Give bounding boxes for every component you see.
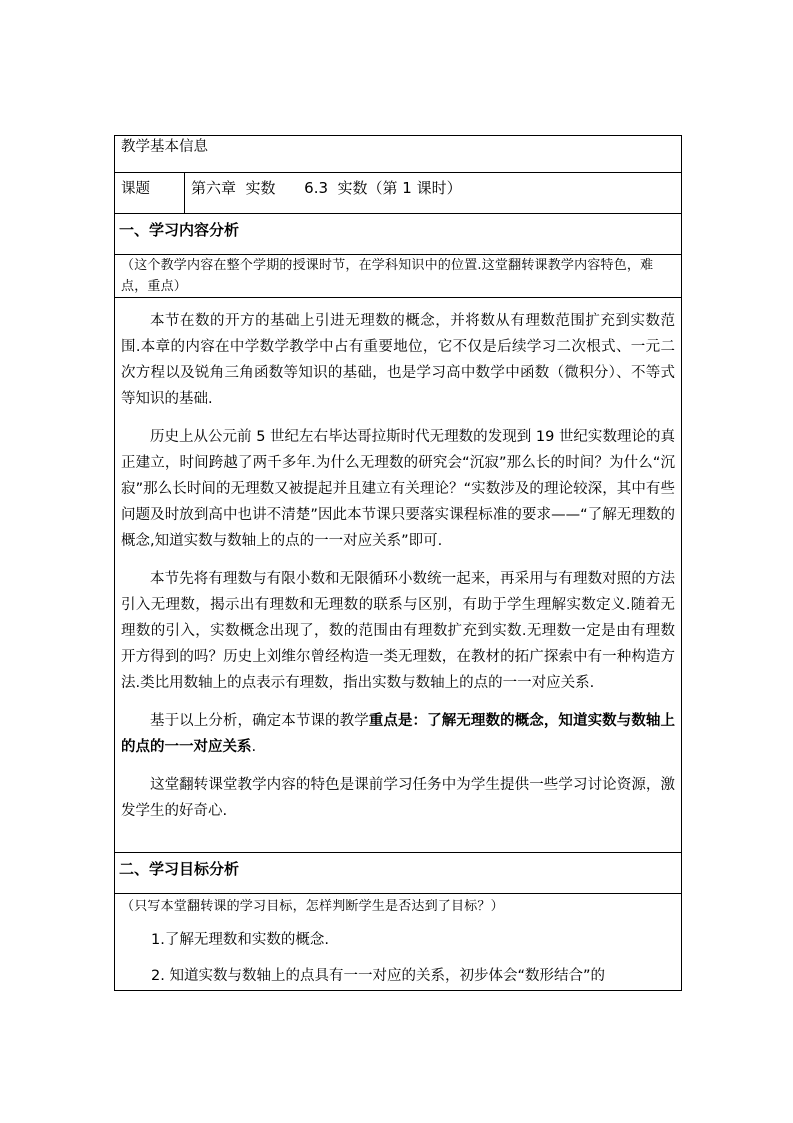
basic-info-cell: [115, 136, 682, 173]
topic-value-cell: [185, 173, 682, 214]
section1-hint-cell: [115, 255, 682, 298]
lesson-plan-table: [114, 135, 682, 991]
section1-hint: （这个教学内容在整个学期的授课时节，在学科知识中的位置.这堂翻转课教学内容特色，难点，重点）: [121, 258, 654, 294]
section2-body-row: [115, 894, 682, 991]
content-paragraph-4: 这堂翻转课堂教学内容的特色是课前学习任务中为学生提供一些学习讨论资源，激发学生的好奇心.: [121, 777, 675, 819]
section2-title: 二、学习目标分析: [119, 860, 240, 878]
section2-body-cell: [115, 894, 682, 991]
section1-title-cell: [115, 214, 682, 255]
emphasis-prefix: 基于以上分析，确定本节课的教学: [150, 713, 369, 729]
goal-item-1: 1.了解无理数和实数的概念.: [151, 932, 329, 948]
section1-hint-row: [115, 255, 682, 298]
content-paragraph-3: 本节先将有理数与有限小数和无限循环小数统一起来，再采用与有理数对照的方法引入无理数，揭示出有理数和无理数的联系与区别，有助于学生理解实数定义.随着无理数的引入，实数概念出现了，数的范围由有理数扩充到实数.无理数一定是由有理数开方得到的吗？历史上刘维尔曾经构造一类无理数，在教材的拓广探索中有一种构造方法.类比用数轴上的点表示有理数，指出实数与数轴上的点的一一对应关系.: [121, 571, 675, 691]
section2-title-cell: [115, 853, 682, 894]
section1-title: 一、学习内容分析: [119, 221, 240, 239]
goal-item-2: 2. 知道实数与数轴上的点具有一一对应的关系，初步体会“数形结合”的: [151, 968, 605, 984]
section2-title-row: [115, 853, 682, 894]
section1-title-row: [115, 214, 682, 255]
section2-hint: （只写本堂翻转课的学习目标，怎样判断学生是否达到了目标？）: [121, 899, 504, 914]
basic-info-row: [115, 136, 682, 173]
section1-body-cell: [115, 298, 682, 853]
emphasis-paragraph: [121, 708, 675, 760]
content-paragraph-1: 本节在数的开方的基础上引进无理数的概念，并将数从有理数范围扩充到实数范围.本章的内容在中学数学教学中占有重要地位，它不仅是后续学习二次根式、一元二次方程以及锐角三角函数等知识的基础，也是学习高中数学中函数（微积分）、不等式等知识的基础.: [121, 313, 675, 407]
content-paragraph-2: 历史上从公元前 5 世纪左右毕达哥拉斯时代无理数的发现到 19 世纪实数理论的真正建立，时间跨越了两千多年.为什么无理数的研究会“沉寂”那么长的时间？为什么“沉寂”那么长时间的无理数又被提起并且建立有关理论？“实数涉及的理论较深，其中有些问题及时放到高中也讲不清楚”因此本节课只要落实课程标准的要求——“了解无理数的概念,知道实数与数轴上的点的一一对应关系”即可.: [121, 429, 675, 549]
basic-info-title: 教学基本信息: [121, 139, 208, 155]
topic-label: 课题: [121, 181, 150, 197]
topic-row: [115, 173, 682, 214]
topic-value: 第六章 实数 6.3 实数（第 1 课时）: [191, 179, 462, 197]
section1-body-row: [115, 298, 682, 853]
emphasis-key-point: 重点是：了解无理数的概念，知道实数与数轴上的点的一一对应关系: [121, 713, 676, 755]
emphasis-suffix: .: [251, 739, 257, 755]
topic-label-cell: [115, 173, 185, 214]
